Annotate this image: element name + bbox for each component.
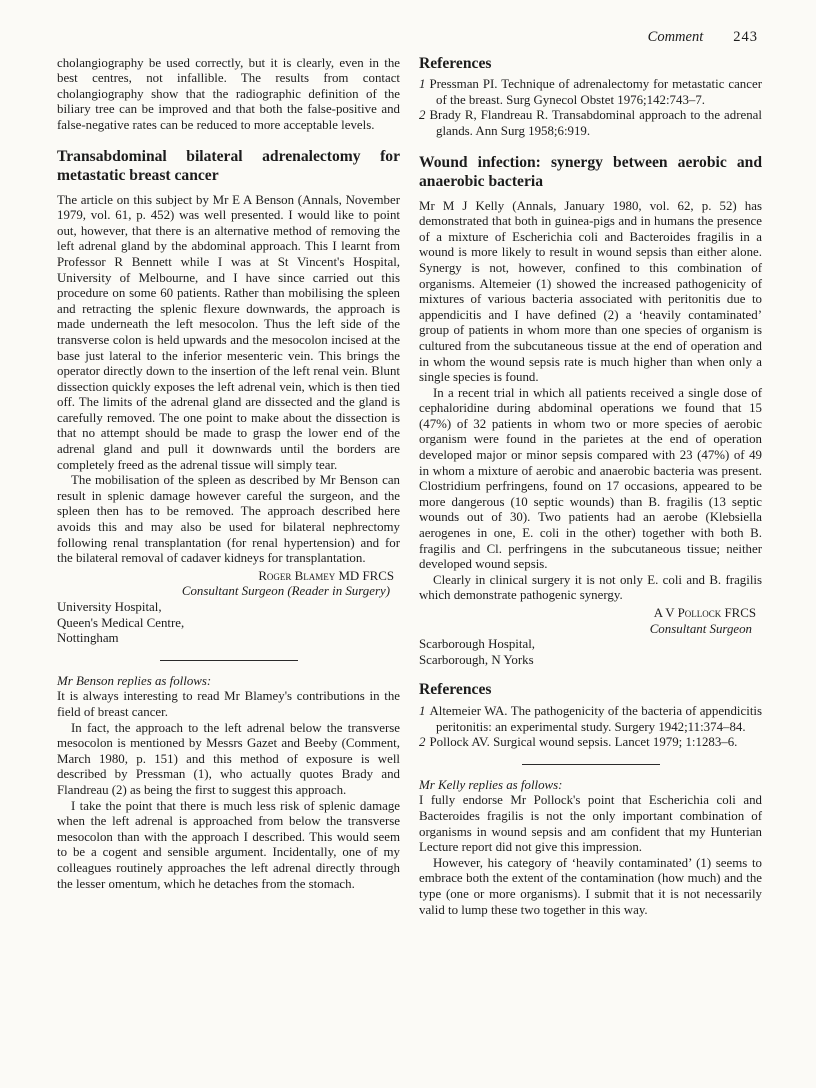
letter1-address-line: Queen's Medical Centre, xyxy=(57,615,185,630)
reply1-paragraph: In fact, the approach to the left adrenal below the transverse mesocolon is mentioned by Messrs Gazet and Beeby (Comment, March 1980, p. 151) and this method of exposure is well described by Pressman (1), who actually quotes Brady and Flandreau (2) as being the first to suggest this approach. xyxy=(57,720,400,797)
letter1-paragraph: The article on this subject by Mr E A Benson (Annals, November 1979, vol. 61, p. 452) was well presented. I would like to point out, however, that there is an alternative method of removing the left adrenal gland by the abdominal approach. This I learnt from Professor R Bennett while I was at St Vincent's Hospital, University of Melbourne, and I have since carried out this procedure on some 60 patients. Rather than mobilising the spleen and retracting the splenic flexure downwards, the approach is made underneath the left mesocolon. Thus the left side of the transverse colon is held upwards and the mesocolon incised at the base just lateral to the inferior mesenteric vein. This brings the operator directly down to the insertion of the left renal vein. Blunt dissection quickly exposes the left adrenal vein, which is then tied off. The limits of the adrenal gland are dissected and the gland is carefully removed. The one point to make about the dissection is that no attempt should be made to grasp the lower end of the adrenal gland and pull it downwards until the borders are completely freed as the adrenal tissue will simply tear. xyxy=(57,192,400,472)
reference-number: 2 xyxy=(419,108,426,123)
letter1-title: Transabdominal bilateral adrenalectomy for metastatic breast cancer xyxy=(57,147,400,184)
letter2-title: Wound infection: synergy between aerobic and anaerobic bacteria xyxy=(419,153,762,190)
page-number: 243 xyxy=(733,29,758,45)
page-header xyxy=(0,0,816,52)
letter2-paragraph: Clearly in clinical surgery it is not only E. coli and B. fragilis which demonstrate pathogenic synergy. xyxy=(419,572,762,603)
references2-heading: References xyxy=(419,681,492,699)
reply1-lead: Mr Benson replies as follows: xyxy=(57,673,212,688)
reply1-paragraph: I take the point that there is much less risk of splenic damage when the left adrenal is approached from below the transverse mesocolon than with the approach I described. This would seem to be a cogent and sensible argument. Incidentally, one of my colleagues routinely approaches the left adrenal directly through the lesser omentum, which he detaches from the stomach. xyxy=(57,798,400,891)
right-column xyxy=(419,56,762,919)
reference-text: Pressman PI. Technique of adrenalectomy for metastatic cancer of the breast. Surg Gynecol Obstet 1976;142:743–7. xyxy=(429,77,762,107)
two-column-layout xyxy=(0,52,816,919)
letter2-paragraph: In a recent trial in which all patients received a single dose of cephaloridine during abdominal operations we found that 15 (47%) of 32 patients in whom two or more species of aerobic organism were found in the parietes at the end of operation developed major or minor sepsis compared with 23 (47%) of 49 in whom a mixture of aerobic and anaerobic bacteria was present. Clostridium perfringens, found on 17 occasions, appeared to be more dangerous (10 septic wounds) than B. fragilis (13 septic wounds out of 30). Two patients had an aerobe (Klebsiella aerogenes in one, E. coli in the other) together with both B. fragilis and Cl. perfringens in the subcutaneous tissue; neither developed wound sepsis. xyxy=(419,385,762,572)
left-column xyxy=(57,56,400,919)
reference-text: Brady R, Flandreau R. Transabdominal approach to the adrenal glands. Ann Surg 1958;6:919. xyxy=(429,108,762,138)
letter2-address-line: Scarborough, N Yorks xyxy=(419,652,534,667)
reply2-lead: Mr Kelly replies as follows: xyxy=(419,777,563,792)
letter1-address-line: Nottingham xyxy=(57,631,119,646)
reference-text: Pollock AV. Surgical wound sepsis. Lancet 1979; 1:1283–6. xyxy=(429,735,738,750)
reply2-paragraph: I fully endorse Mr Pollock's point that Escherichia coli and Bacteroides fragilis is not the only important combination of organisms in wound sepsis and am confident that my Hunterian Lecture report did not give this impression. xyxy=(419,793,762,855)
reference-item xyxy=(419,735,762,751)
reference-item xyxy=(419,77,762,108)
journal-section-label: Comment xyxy=(647,29,704,45)
letter1-address-line: University Hospital, xyxy=(57,600,162,614)
letter2-signature-role: Consultant Surgeon xyxy=(649,621,752,636)
letter1-signature-name: Roger Blamey MD FRCS xyxy=(258,568,394,583)
letter1-paragraph: The mobilisation of the spleen as described by Mr Benson can result in splenic damage however careful the surgeon, and the spleen then has to be removed. The approach described here avoids this and may also be used for bilateral nephrectomy following renal transplantation (for renal hypertension) and for the bilateral removal of cadaver kidneys for transplantation. xyxy=(57,473,400,566)
letter2-signature-name: A V Pollock FRCS xyxy=(653,606,756,620)
reply1-paragraph: It is always interesting to read Mr Blamey's contributions in the field of breast cancer. xyxy=(57,689,400,719)
continuation-paragraph: cholangiography be used correctly, but it is clearly, even in the best centres, not infallible. The results from contact cholangiography show that the radiographic definition of the biliary tree can be improved and that both the false-positive and false-negative rates can be reduced to more acceptable levels. xyxy=(57,55,400,132)
reference-text: Altemeier WA. The pathogenicity of the bacteria of appendicitis peritonitis: an experimental study. Surgery 1942;11:374–84. xyxy=(429,703,762,734)
reference-number: 1 xyxy=(419,77,426,92)
letter2-address-line: Scarborough Hospital, xyxy=(419,637,535,652)
section-divider xyxy=(160,660,298,661)
letter2-paragraph: Mr M J Kelly (Annals, January 1980, vol. 62, p. 52) has demonstrated that both in guinea-pigs and in humans the presence of a mixture of Escherichia coli and Bacteroides fragilis in a wound is more likely to result in wound sepsis than either alone. Synergy is not, however, confined to this combination of organisms. Altemeier (1) showed the increased pathogenicity of mixtures of various bacteria associated with peritonitis due to appendicitis and I have defined (2) a ‘heavily contaminated’ group of patients in whom more than one species of organism is cultured from the subcutaneous tissue at the end of operation and in whom the wound sepsis rate is much higher than when only a single species is found. xyxy=(419,198,762,385)
reference-number: 1 xyxy=(419,703,426,718)
letter1-signature-role: Consultant Surgeon (Reader in Surgery) xyxy=(181,584,390,599)
reference-item xyxy=(419,704,762,735)
reply2-paragraph: However, his category of ‘heavily contaminated’ (1) seems to embrace both the extent of the contamination (how much) and the type (one or more organisms). I submit that it is not necessarily valid to lump these two together in this way. xyxy=(419,855,762,917)
section-divider xyxy=(522,764,660,765)
references1-heading: References xyxy=(419,54,492,72)
reference-number: 2 xyxy=(419,735,426,750)
reference-item xyxy=(419,108,762,139)
